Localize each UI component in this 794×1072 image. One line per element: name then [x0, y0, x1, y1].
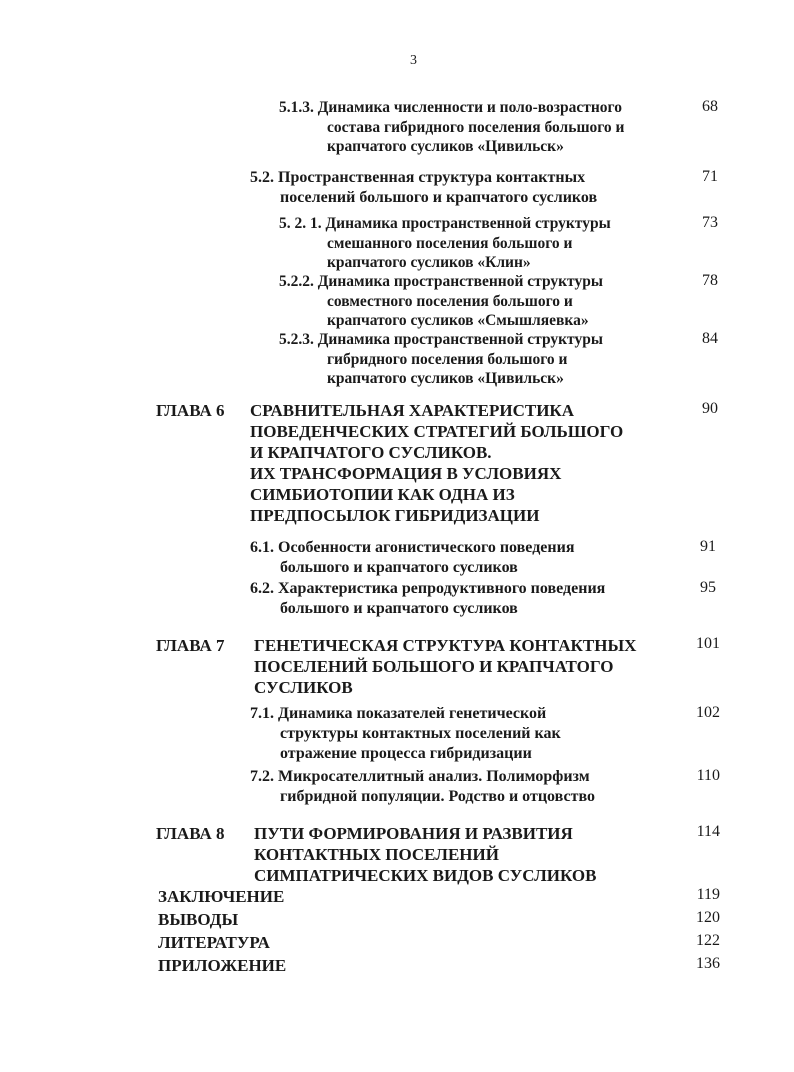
toc-page-number: 136 — [696, 955, 720, 972]
toc-entry-line: структуры контактных поселений как — [280, 725, 561, 742]
toc-entry-line: ПРЕДПОСЫЛОК ГИБРИДИЗАЦИИ — [250, 506, 540, 525]
toc-entry-line: СРАВНИТЕЛЬНАЯ ХАРАКТЕРИСТИКА — [250, 401, 575, 420]
toc-entry-line: ГЕНЕТИЧЕСКАЯ СТРУКТУРА КОНТАКТНЫХ — [254, 636, 637, 655]
toc-entry-line: СИМПАТРИЧЕСКИХ ВИДОВ СУСЛИКОВ — [254, 866, 597, 885]
toc-entry-line: 5.2.2. Динамика пространственной структуры — [279, 273, 603, 290]
page-number: 3 — [410, 53, 417, 68]
toc-entry-5-2-2[interactable] — [279, 272, 603, 331]
toc-entry-line: И КРАПЧАТОГО СУСЛИКОВ. — [250, 443, 492, 462]
toc-entry-line: крапчатого сусликов «Цивильск» — [327, 138, 564, 155]
toc-page-number: 119 — [696, 886, 720, 903]
toc-entry-5-2[interactable] — [250, 168, 597, 208]
toc-entry-line: крапчатого сусликов «Цивильск» — [327, 370, 564, 387]
toc-chapter-6[interactable] — [250, 400, 623, 526]
toc-entry-line: совместного поселения большого и — [327, 292, 573, 310]
toc-entry-line: 6.1. Особенности агонистического поведения — [250, 539, 575, 556]
toc-entry-5-1-3[interactable] — [279, 98, 624, 157]
toc-page-number: 101 — [696, 635, 720, 652]
toc-page-number: 114 — [696, 823, 720, 840]
toc-page-number: 91 — [700, 538, 716, 555]
toc-page-number: 95 — [700, 579, 716, 596]
toc-entry-6-2[interactable] — [250, 579, 605, 619]
toc-page-number: 120 — [696, 909, 720, 926]
toc-entry-line: ПОВЕДЕНЧЕСКИХ СТРАТЕГИЙ БОЛЬШОГО — [250, 422, 624, 441]
toc-entry-7-1[interactable] — [250, 704, 561, 764]
chapter-label: ГЛАВА 8 — [156, 824, 225, 843]
toc-page-number: 110 — [696, 767, 720, 784]
toc-conclusion[interactable]: ЗАКЛЮЧЕНИЕ — [158, 887, 285, 906]
toc-page-number: 90 — [702, 400, 718, 417]
toc-page-number: 122 — [696, 932, 720, 949]
toc-entry-line: отражение процесса гибридизации — [280, 745, 532, 762]
toc-entry-line: гибридной популяции. Родство и отцовство — [280, 788, 595, 805]
toc-entry-line: СИМБИОТОПИИ КАК ОДНА ИЗ — [250, 485, 515, 504]
toc-entry-line: 5. 2. 1. Динамика пространственной структуры — [279, 215, 611, 232]
toc-chapter-7[interactable] — [254, 635, 636, 698]
toc-entry-line: 6.2. Характеристика репродуктивного поведения — [250, 580, 606, 597]
toc-entry-5-2-3[interactable] — [279, 330, 603, 389]
toc-entry-line: поселений большого и крапчатого сусликов — [280, 189, 598, 206]
toc-page-number: 73 — [702, 214, 718, 231]
chapter-label: ГЛАВА 6 — [156, 401, 225, 420]
toc-entry-5-2-1[interactable] — [279, 214, 611, 273]
toc-entry-line: состава гибридного поселения большого и — [327, 118, 625, 136]
toc-entry-7-2[interactable] — [250, 767, 595, 807]
toc-entry-line: КОНТАКТНЫХ ПОСЕЛЕНИЙ — [254, 845, 499, 864]
toc-entry-line: 5.1.3. Динамика численности и поло-возрастного — [279, 99, 622, 116]
toc-entry-line: СУСЛИКОВ — [254, 678, 353, 697]
toc-entry-line: крапчатого сусликов «Смышляевка» — [327, 312, 589, 329]
toc-findings[interactable]: ВЫВОДЫ — [158, 910, 239, 929]
toc-entry-6-1[interactable] — [250, 538, 574, 578]
toc-entry-line: 7.1. Динамика показателей генетической — [250, 705, 547, 722]
toc-literature[interactable]: ЛИТЕРАТУРА — [158, 933, 270, 952]
toc-entry-line: гибридного поселения большого и — [327, 350, 568, 368]
toc-entry-line: 5.2. Пространственная структура контактных — [250, 169, 586, 186]
toc-entry-line: 5.2.3. Динамика пространственной структуры — [279, 331, 603, 348]
chapter-label: ГЛАВА 7 — [156, 636, 225, 655]
toc-entry-line: ПОСЕЛЕНИЙ БОЛЬШОГО И КРАПЧАТОГО — [254, 657, 614, 676]
toc-entry-line: смешанного поселения большого и — [327, 234, 573, 252]
toc-entry-line: ИХ ТРАНСФОРМАЦИЯ В УСЛОВИЯХ — [250, 464, 562, 483]
toc-entry-line: крапчатого сусликов «Клин» — [327, 254, 531, 271]
toc-entry-line: большого и крапчатого сусликов — [280, 559, 518, 576]
toc-page-number: 78 — [702, 272, 718, 289]
toc-page-number: 102 — [696, 704, 720, 721]
toc-entry-line: большого и крапчатого сусликов — [280, 600, 518, 617]
toc-page-number: 84 — [702, 330, 718, 347]
toc-page-number: 71 — [702, 168, 718, 185]
toc-entry-line: ПУТИ ФОРМИРОВАНИЯ И РАЗВИТИЯ — [254, 824, 573, 843]
toc-chapter-8[interactable] — [254, 823, 596, 886]
toc-page-number: 68 — [702, 98, 718, 115]
toc-appendix[interactable]: ПРИЛОЖЕНИЕ — [158, 956, 287, 975]
toc-entry-line: 7.2. Микросателлитный анализ. Полиморфизм — [250, 768, 590, 785]
